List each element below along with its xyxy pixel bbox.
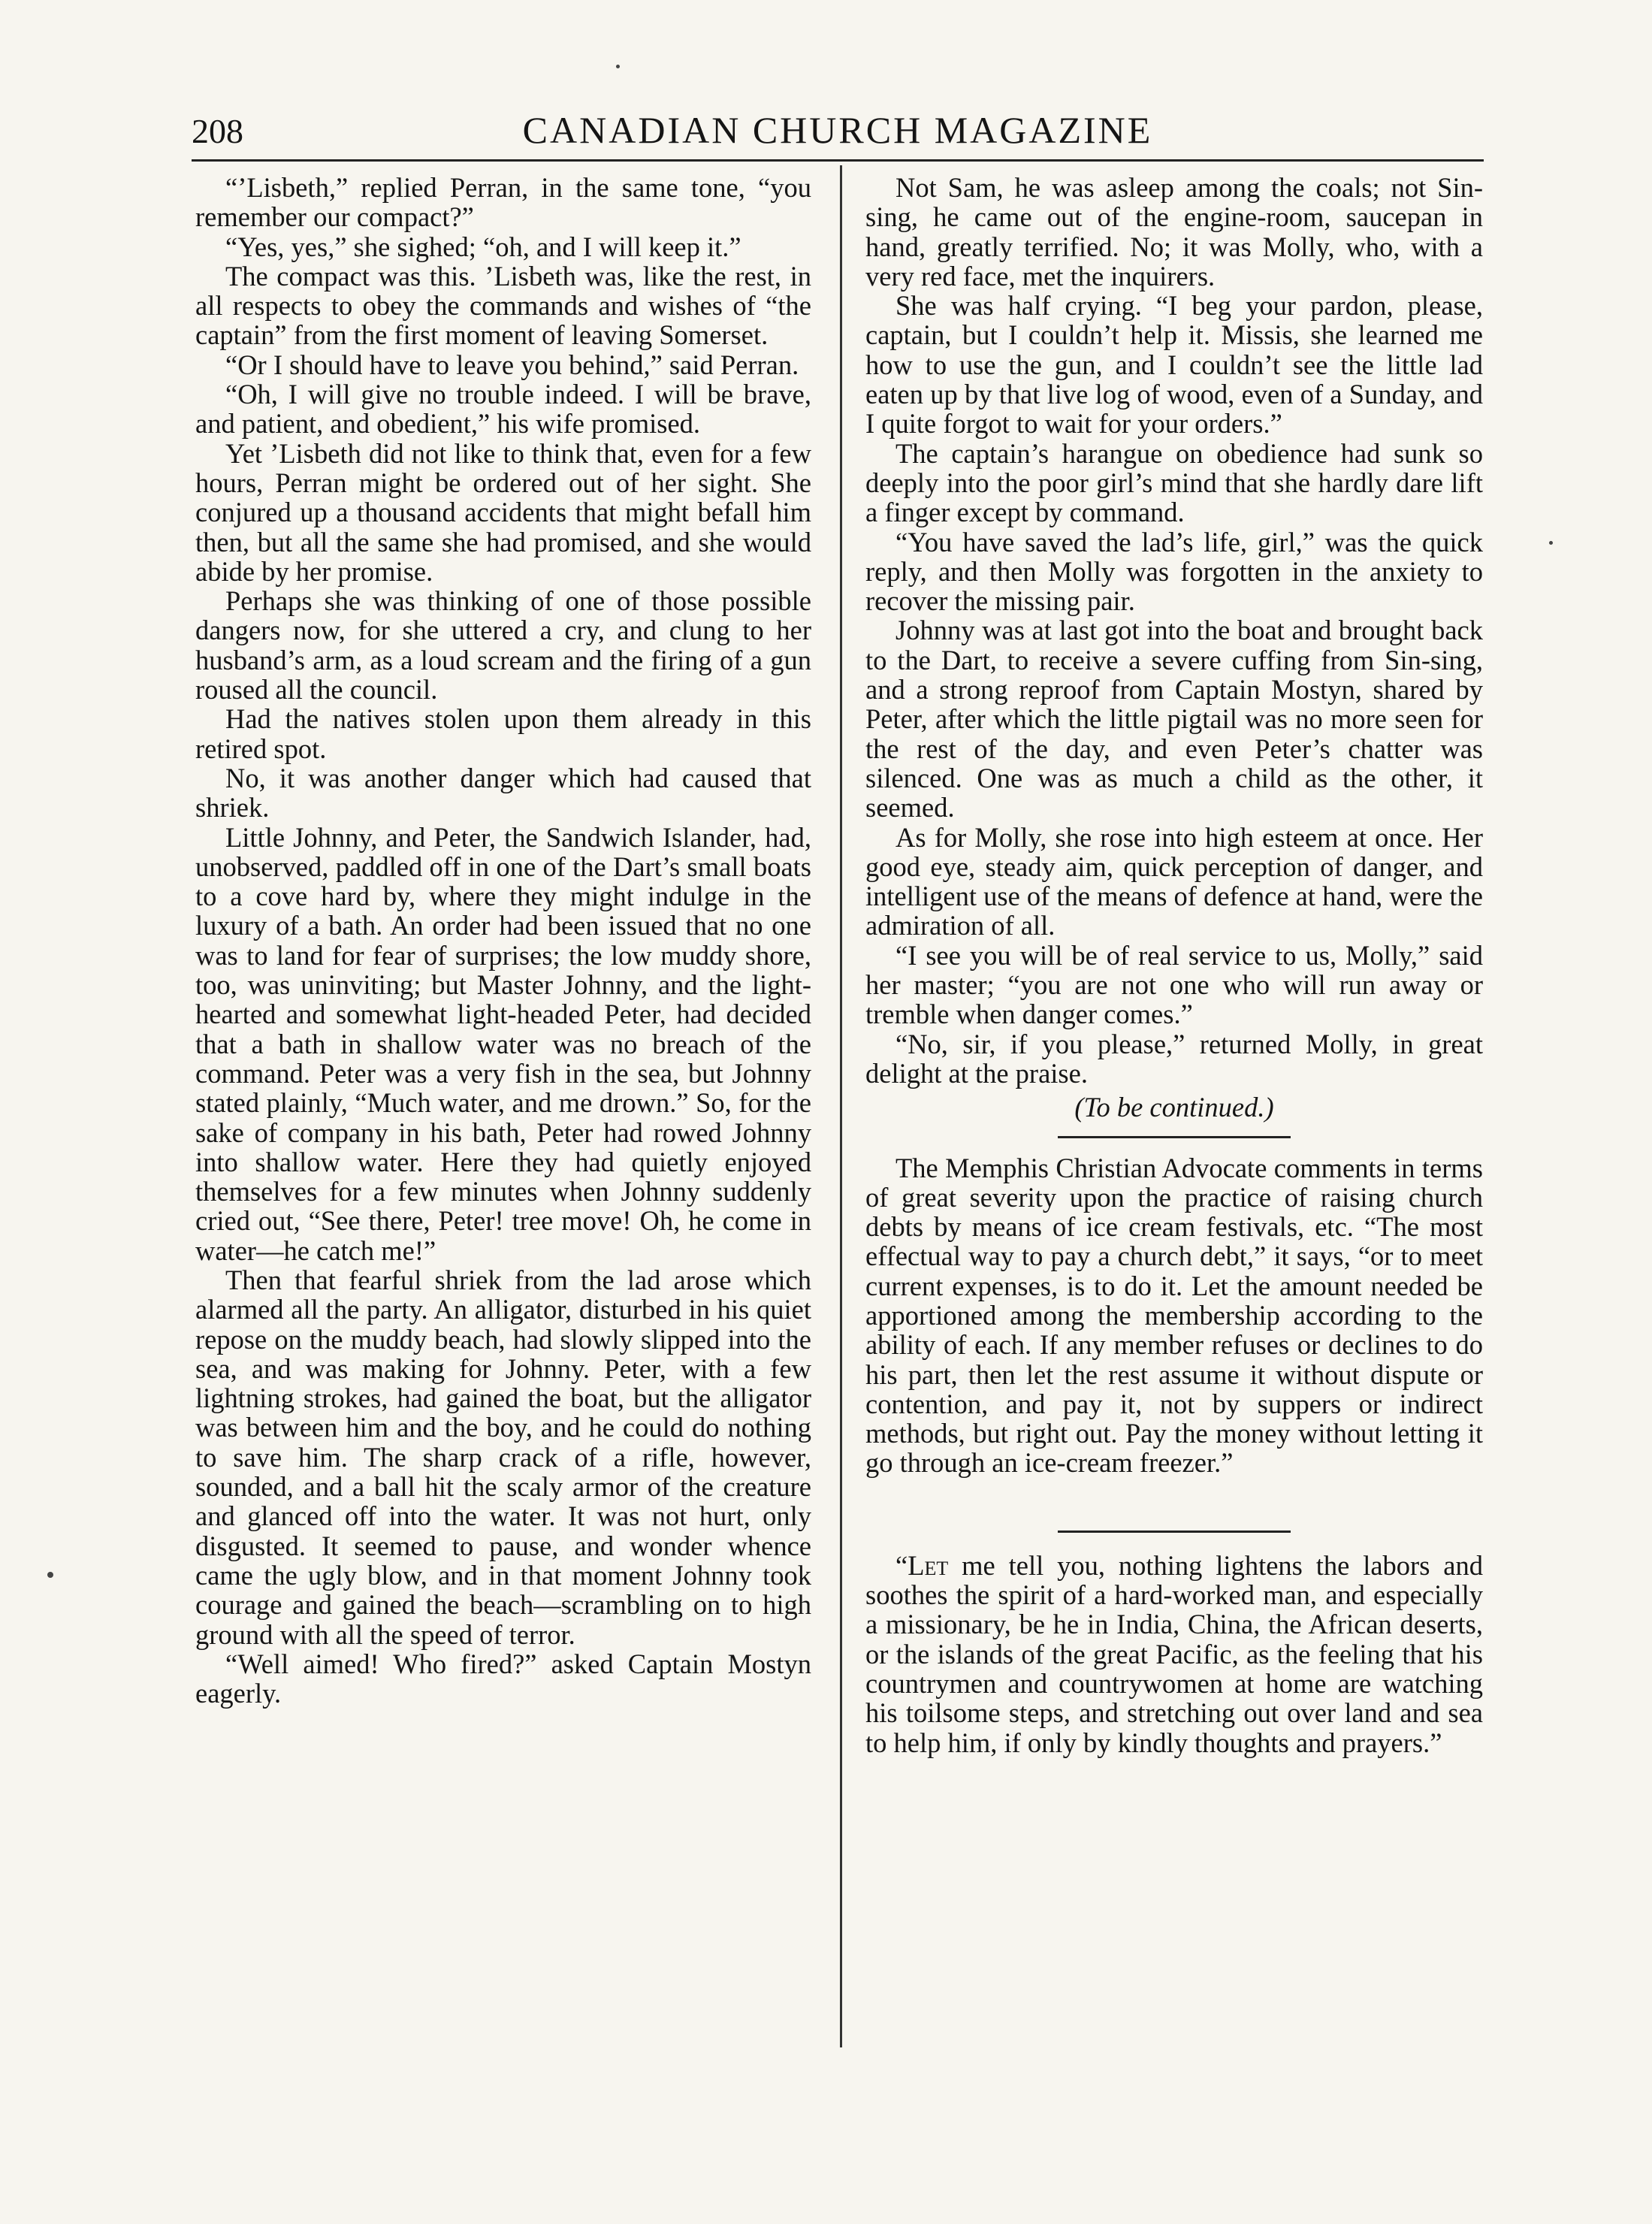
paragraph: Had the natives stolen upon them already in this retired spot. [195,703,811,764]
to-be-continued-note: (To be continued.) [1074,1092,1274,1123]
paragraph: Not Sam, he was asleep among the coals; not Sin-sing, he came out of the engine-room, saucepan in hand, greatly terrified. No; it was Molly, who, with a very red face, met the inquirers. [865,172,1483,292]
paragraph: Little Johnny, and Peter, the Sandwich Islander, had, unobserved, paddled off in one of the Dart’s small boats to a cove hard by, where they might indulge in the luxury of a bath. An order had been issued that no one was to land for fear of surprises; the low muddy shore, too, was uninviting; but Master Johnny, and the light-hearted and somewhat light-headed Peter, had decided that a bath in shallow water was no breach of the command. Peter was a very fish in the sea, but Johnny stated plainly, “Much water, and me drown.” So, for the sake of company in his bath, Peter had rowed Johnny into shallow water. Here they had quietly enjoyed themselves for a few minutes when Johnny suddenly cried out, “See there, Peter! tree move! Oh, he come in water—he catch me!” [195,821,811,1266]
print-speck [1549,541,1553,545]
paragraph: “Oh, I will give no trouble indeed. I will be brave, and patient, and obedient,” his wife promised. [195,379,811,440]
paragraph: Then that fearful shriek from the lad arose which alarmed all the party. An alligator, disturbed in his quiet repose on the muddy beach, had slowly slipped into the sea, and was making for Johnny. Peter, with a few lightning strokes, had gained the boat, but the alligator was between him and the boy, and he could do nothing to save him. The sharp crack of a rifle, however, sounded, and a ball hit the scaly armor of the creature and glanced off into the water. It was not hurt, only disgusted. It seemed to pause, and wonder whence came the ugly blow, and in that moment Johnny took courage and gained the beach—scrambling on to high ground with all the speed of terror. [195,1264,811,1650]
paragraph: “I see you will be of real service to us, Molly,” said her master; “you are not one who will run away or tremble when danger comes.” [865,939,1483,1030]
section-rule [1058,1136,1291,1138]
left-column [195,173,811,1708]
page-number: 208 [192,112,243,150]
right-column [865,173,1483,1757]
paragraph: “You have saved the lad’s life, girl,” was the quick reply, and then Molly was forgotten in the anxiety to recover the missing pair. [865,526,1483,617]
quote-text: me tell you, nothing lightens the labors and soothes the spirit of a hard-worked man, and especially a missionary, be he in India, China, the African deserts, or the islands of the great Pacific, as the feeling that his countrymen and countrywomen at home are watching his toilsome steps, and stretching out over land and sea to help him, if only by kindly thoughts and prayers.” [865,1549,1483,1758]
print-speck [616,65,620,68]
page-header [192,105,1484,158]
column-divider [840,165,842,2047]
paragraph: “Or I should have to leave you behind,” said Perran. [225,349,799,380]
paragraph: As for Molly, she rose into high esteem at once. Her good eye, steady aim, quick perception of danger, and intelligent use of the means of defence at hand, were the admiration of all. [865,821,1483,941]
paragraph: “’Lisbeth,” replied Perran, in the same tone, “you remember our compact?” [195,172,811,233]
paragraph: She was half crying. “I beg your pardon, please, captain, but I couldn’t help it. Missis, she learned me how to use the gun, and I couldn’t see the little lad eaten up by that live log of wood, even of a Sunday, and I quite forgot to wait for your orders.” [865,290,1483,440]
magazine-title: CANADIAN CHURCH MAGAZINE [522,109,1153,151]
paragraph: The compact was this. ’Lisbeth was, like the rest, in all respects to obey the commands and wishes of “the captain” from the first moment of leaving Somerset. [195,260,811,351]
paragraph: “Yes, yes,” she sighed; “oh, and I will keep it.” [225,231,741,262]
paragraph: Yet ’Lisbeth did not like to think that, even for a few hours, Perran might be ordered out of her sight. She conjured up a thousand accidents that might befall him then, but all the same she had promised, and she would abide by her promise. [195,437,811,587]
section-rule [1058,1531,1291,1533]
header-rule [192,159,1484,162]
paragraph: “Well aimed! Who fired?” asked Captain Mostyn eagerly. [195,1648,811,1709]
paragraph: Perhaps she was thinking of one of those possible dangers now, for she uttered a cry, and clung to her husband’s arm, as a loud scream and the firing of a gun roused all the council. [195,585,811,706]
missionary-quote [865,1551,1483,1757]
paragraph: “No, sir, if you please,” returned Molly, in great delight at the praise. [865,1028,1483,1089]
print-speck [47,1572,53,1578]
paragraph: Johnny was at last got into the boat and brought back to the Dart, to receive a severe cuffing from Sin-sing, and a strong reproof from Captain Mostyn, shared by Peter, after which the little pigtail was no more seen for the rest of the day, and even Peter’s chatter was silenced. One was as much a child as the other, it seemed. [865,615,1483,823]
quote-lead: “Let [895,1549,949,1581]
paragraph: No, it was another danger which had caused that shriek. [195,762,811,823]
paragraph: The captain’s harangue on obedience had sunk so deeply into the poor girl’s mind that she hardly dare lift a finger except by command. [865,437,1483,528]
memphis-paragraph: The Memphis Christian Advocate comments in terms of great severity upon the practice of raising church debts by means of ice cream festivals, etc. “The most effectual way to pay a church debt,” it says, “or to meet current expenses, is to do it. Let the amount needed be apportioned among the membership according to the ability of each. If any member refuses or declines to do his part, then let the rest assume it without dispute or contention, and pay it, not by suppers or indirect methods, but right out. Pay the money without letting it go through an ice-cream freezer.” [865,1152,1483,1479]
